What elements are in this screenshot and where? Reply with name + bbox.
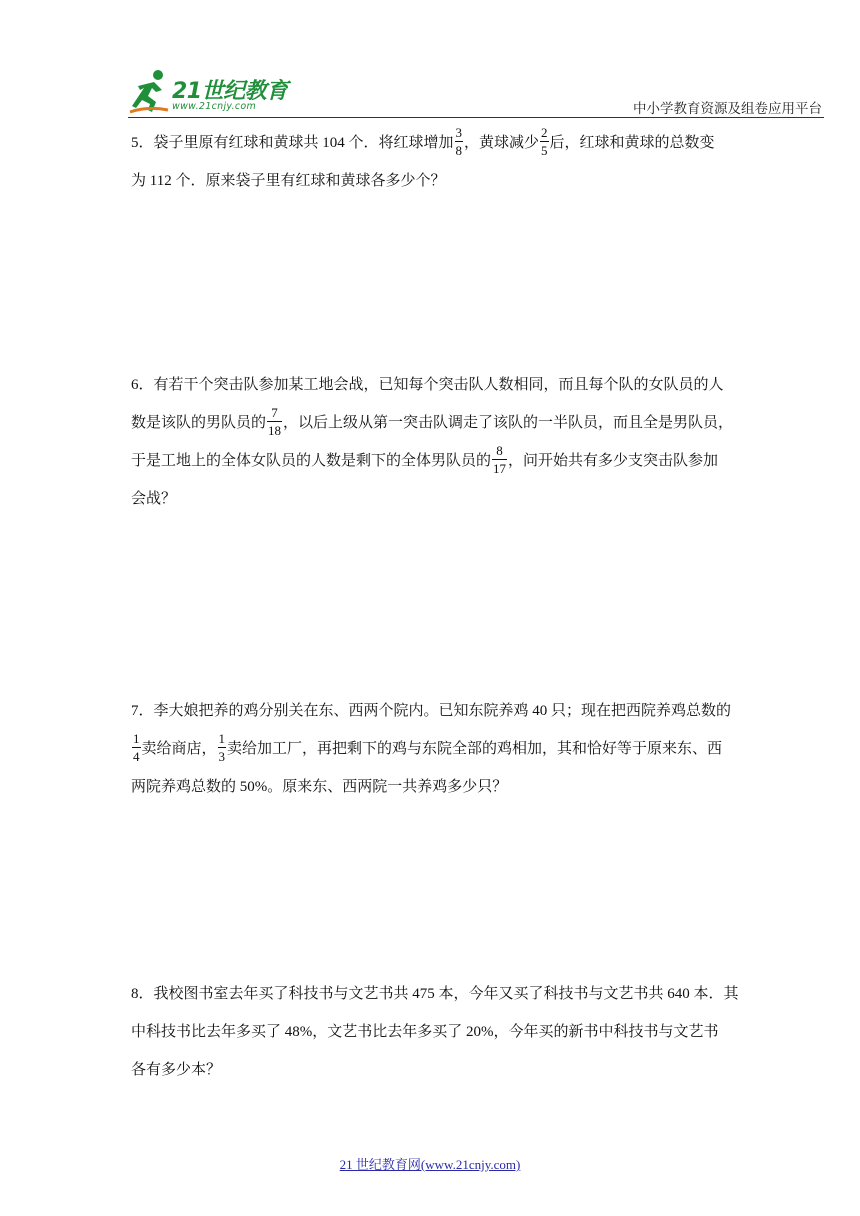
fraction-denominator: 4 xyxy=(133,748,140,764)
q6-line-1 xyxy=(131,364,731,402)
logo-text: 21世纪教育 xyxy=(172,79,288,104)
logo-url: www.21cnjy.com xyxy=(172,101,257,112)
q6-line-2 xyxy=(131,402,734,440)
fraction-denominator: 3 xyxy=(218,748,226,764)
header-divider xyxy=(128,117,824,118)
question-7 xyxy=(131,690,731,804)
fraction-numerator: 3 xyxy=(455,124,463,140)
fraction-denominator: 17 xyxy=(493,460,507,476)
q6-text-2a: 数是该队的男队员的 xyxy=(131,414,267,431)
q7-text-1: 7．李大娘把养的鸡分别关在东、西两个院内。已知东院养鸡 40 只；现在把西院养鸡总数的 xyxy=(131,702,732,719)
fraction-numerator: 7 xyxy=(271,404,278,420)
q5-line-2 xyxy=(131,160,731,198)
q8-text-2: 中科技书比去年多买了 48%，文艺书比去年多买了 20%，今年买的新书中科技书与文艺书 xyxy=(131,1023,719,1040)
q5-text-2: 为 112 个．原来袋子里有红球和黄球各多少个？ xyxy=(131,172,446,189)
q8-line-3 xyxy=(131,1049,731,1087)
q5-fraction-1 xyxy=(455,126,464,157)
q5-text-1c: 后，红球和黄球的总数变 xyxy=(549,134,715,151)
q5-text-1a: 5．袋子里原有红球和黄球共 104 个．将红球增加 xyxy=(131,134,454,151)
q6-text-3a: 于是工地上的全体女队员的人数是剩下的全体男队员的 xyxy=(131,452,492,469)
fraction-denominator: 18 xyxy=(268,422,282,438)
site-logo[interactable] xyxy=(128,66,303,118)
q6-fraction-1 xyxy=(267,406,282,437)
fraction-denominator: 5 xyxy=(541,142,548,158)
q7-fraction-2 xyxy=(218,732,227,763)
q6-fraction-2 xyxy=(492,444,507,475)
platform-title: 中小学教育资源及组卷应用平台 xyxy=(633,101,822,117)
q6-line-4 xyxy=(131,478,731,516)
fraction-numerator: 1 xyxy=(133,730,140,746)
q7-line-1 xyxy=(131,690,731,728)
q7-text-2a: 卖给商店， xyxy=(141,740,217,757)
question-5 xyxy=(131,122,731,198)
q5-text-1b: ，黄球减少 xyxy=(464,134,540,151)
q8-line-1 xyxy=(131,973,739,1011)
footer-link[interactable]: 21 世纪教育网(www.21cnjy.com) xyxy=(339,1157,521,1172)
fraction-denominator: 8 xyxy=(455,142,463,158)
q8-text-1: 8．我校图书室去年买了科技书与文艺书共 475 本，今年又买了科技书与文艺书共 640 本．其 xyxy=(131,985,739,1002)
fraction-numerator: 1 xyxy=(218,730,226,746)
question-6 xyxy=(131,364,734,516)
q7-line-2 xyxy=(131,728,731,766)
q8-text-3: 各有多少本？ xyxy=(131,1061,222,1078)
q7-text-3: 两院养鸡总数的 50%。原来东、西两院一共养鸡多少只？ xyxy=(131,778,508,795)
q5-line-1 xyxy=(131,122,731,160)
q6-text-4: 会战？ xyxy=(131,490,177,507)
q7-fraction-1 xyxy=(132,732,141,763)
page-header xyxy=(0,0,860,120)
q6-text-3b: ，问开始共有多少支突击队参加 xyxy=(508,452,719,469)
runner-icon xyxy=(128,66,172,118)
fraction-numerator: 2 xyxy=(541,124,548,140)
q6-line-3 xyxy=(131,440,731,478)
q5-fraction-2 xyxy=(540,126,549,157)
q7-line-3 xyxy=(131,766,731,804)
question-8 xyxy=(131,973,739,1087)
q6-text-2b: ，以后上级从第一突击队调走了该队的一半队员，而且全是男队员， xyxy=(283,414,734,431)
q8-line-2 xyxy=(131,1011,731,1049)
fraction-numerator: 8 xyxy=(496,442,503,458)
q6-text-1: 6．有若干个突击队参加某工地会战，已知每个突击队人数相同，而且每个队的女队员的人 xyxy=(131,376,724,393)
q7-text-2b: 卖给加工厂，再把剩下的鸡与东院全部的鸡相加，其和恰好等于原来东、西 xyxy=(227,740,723,757)
